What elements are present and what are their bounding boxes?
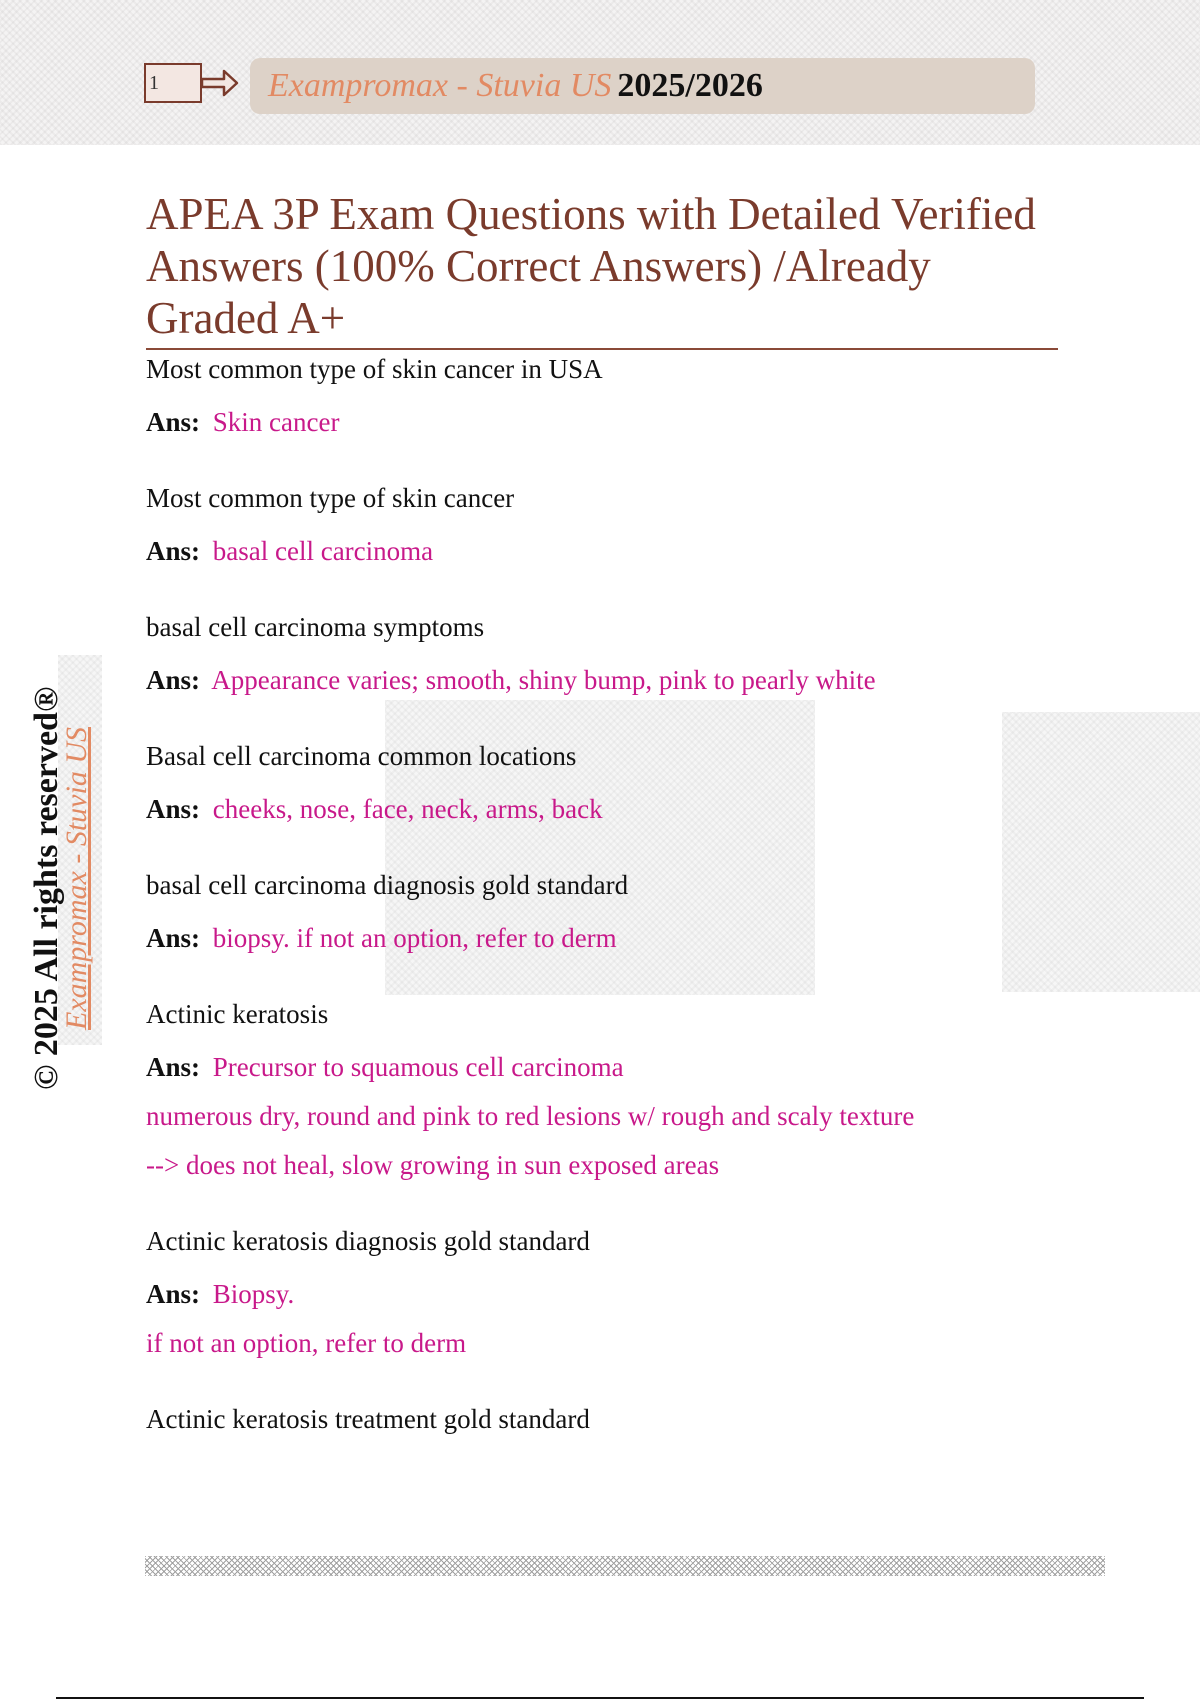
answer-label: Ans: xyxy=(146,665,201,695)
side-brand: Exampromax - Stuvia US xyxy=(60,727,93,1030)
qa-item xyxy=(146,866,1046,957)
answer-text: basal cell carcinoma xyxy=(212,536,434,566)
question-text: basal cell carcinoma diagnosis gold standard xyxy=(146,870,629,900)
question-text: Most common type of skin cancer xyxy=(146,483,515,513)
answer-label: Ans: xyxy=(146,407,201,437)
answer-line xyxy=(146,1048,1046,1086)
answer-label: Ans: xyxy=(146,536,201,566)
header-brand-name: Exampromax - Stuvia US xyxy=(268,67,612,104)
answer-line xyxy=(146,661,1046,699)
qa-item xyxy=(146,995,1046,1184)
answer-line xyxy=(146,532,1046,570)
answer-label: Ans: xyxy=(146,923,201,953)
question-text: Actinic keratosis xyxy=(146,999,329,1029)
footer-rule xyxy=(56,1697,1144,1699)
answer-label: Ans: xyxy=(146,1052,201,1082)
question-text: Actinic keratosis treatment gold standard xyxy=(146,1404,590,1434)
answer-line xyxy=(146,403,1046,441)
question-text: Actinic keratosis diagnosis gold standard xyxy=(146,1226,590,1256)
qa-list xyxy=(146,350,1046,1438)
question-text: basal cell carcinoma symptoms xyxy=(146,612,485,642)
answer-text: Skin cancer xyxy=(212,407,340,437)
answer-line xyxy=(146,790,1046,828)
answer-continuation: if not an option, refer to derm xyxy=(146,1328,467,1358)
answer-text: Appearance varies; smooth, shiny bump, pink to pearly white xyxy=(211,665,876,695)
answer-text: Precursor to squamous cell carcinoma xyxy=(212,1052,624,1082)
question-text: Basal cell carcinoma common locations xyxy=(146,741,577,771)
qa-item xyxy=(146,350,1046,441)
header-year: 2025/2026 xyxy=(617,67,763,104)
document-title: APEA 3P Exam Questions with Detailed Verified Answers (100% Correct Answers) /Already Graded A+ xyxy=(146,189,1036,343)
answer-line xyxy=(146,919,1046,957)
answer-line xyxy=(146,1275,1046,1313)
qa-item xyxy=(146,608,1046,699)
page-number: 1 xyxy=(144,63,202,103)
header-brand-bar xyxy=(250,58,1035,114)
arrow-right-icon xyxy=(200,68,240,98)
answer-continuation: numerous dry, round and pink to red lesions w/ rough and scaly texture xyxy=(146,1101,915,1131)
question-text: Most common type of skin cancer in USA xyxy=(146,354,603,384)
qa-item xyxy=(146,1400,1046,1438)
answer-text: Biopsy. xyxy=(212,1279,295,1309)
side-copyright: © 2025 All rights reserved® xyxy=(28,686,65,1090)
footer-divider xyxy=(145,1556,1105,1576)
answer-label: Ans: xyxy=(146,794,201,824)
answer-continuation: --> does not heal, slow growing in sun exposed areas xyxy=(146,1150,720,1180)
qa-item xyxy=(146,1222,1046,1362)
qa-item xyxy=(146,479,1046,570)
answer-text: cheeks, nose, face, neck, arms, back xyxy=(212,794,603,824)
qa-item xyxy=(146,737,1046,828)
answer-label: Ans: xyxy=(146,1279,201,1309)
answer-text: biopsy. if not an option, refer to derm xyxy=(212,923,617,953)
